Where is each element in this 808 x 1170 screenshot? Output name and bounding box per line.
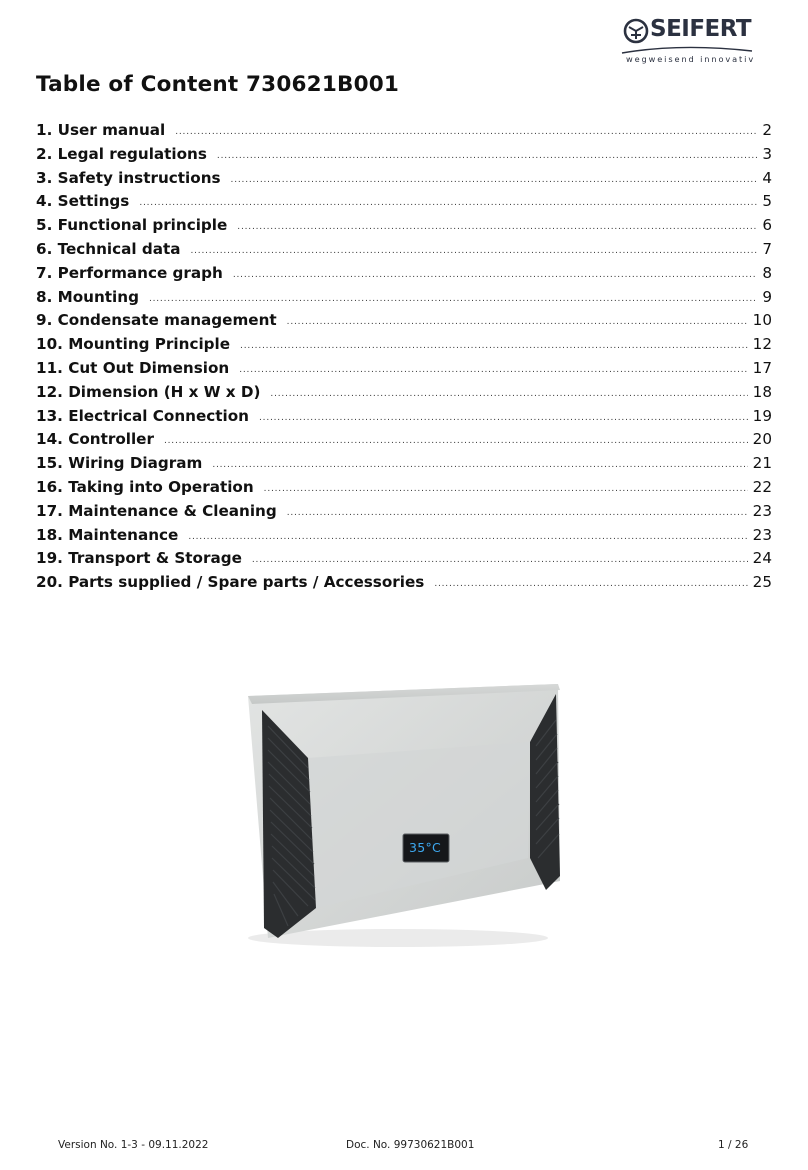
toc-leader-dots [287, 311, 748, 335]
toc-entry-label: 8. Mounting [36, 287, 139, 306]
toc-entry-label: 20. Parts supplied / Spare parts / Accessories [36, 573, 425, 592]
toc-entry-label: 7. Performance graph [36, 263, 223, 282]
toc-entry[interactable] [36, 214, 772, 238]
toc-leader-dots [239, 359, 747, 383]
toc-entry[interactable] [36, 286, 772, 310]
toc-leader-dots [434, 573, 747, 597]
toc-entry-label: 14. Controller [36, 430, 154, 449]
toc-entry-label: 12. Dimension (H x W x D) [36, 382, 261, 401]
toc-entry[interactable] [36, 190, 772, 214]
toc-entry-page: 12 [752, 335, 772, 354]
product-image [238, 676, 568, 951]
toc-entry[interactable] [36, 381, 772, 405]
toc-entry-label: 5. Functional principle [36, 216, 228, 235]
toc-leader-dots [188, 526, 747, 550]
toc-entry-page: 23 [752, 525, 772, 544]
toc-entry[interactable] [36, 333, 772, 357]
toc-entry[interactable] [36, 262, 772, 286]
brand-name: SEIFERT [650, 16, 752, 42]
toc-entry-label: 2. Legal regulations [36, 144, 207, 163]
toc-entry-label: 18. Maintenance [36, 525, 179, 544]
toc-entry-label: 4. Settings [36, 192, 130, 211]
toc-entry-label: 11. Cut Out Dimension [36, 358, 230, 377]
toc-leader-dots [164, 430, 748, 454]
toc-entry-label: 15. Wiring Diagram [36, 454, 203, 473]
toc-entry[interactable] [36, 309, 772, 333]
toc-leader-dots [259, 407, 748, 431]
toc-entry-page: 17 [752, 358, 772, 377]
toc-entry-page: 25 [752, 573, 772, 592]
toc-leader-dots [287, 502, 748, 526]
toc-entry[interactable] [36, 476, 772, 500]
toc-entry-page: 21 [752, 454, 772, 473]
toc-leader-dots [252, 549, 748, 573]
toc-entry-page: 6 [762, 216, 772, 235]
toc-entry-label: 10. Mounting Principle [36, 335, 231, 354]
toc-entry-page: 3 [762, 144, 772, 163]
toc-entry-page: 22 [752, 477, 772, 496]
toc-entry-label: 6. Technical data [36, 239, 181, 258]
brand-logo [620, 16, 755, 68]
toc-entry-label: 16. Taking into Operation [36, 477, 254, 496]
toc-entry[interactable] [36, 571, 772, 595]
display-temperature: 35°C [408, 840, 442, 855]
seifert-logo-icon [623, 18, 649, 44]
toc-leader-dots [190, 240, 757, 264]
toc-entry-label: 13. Electrical Connection [36, 406, 249, 425]
toc-entry-page: 10 [752, 311, 772, 330]
toc-leader-dots [237, 216, 757, 240]
toc-entry-page: 24 [752, 549, 772, 568]
footer-doc-number: Doc. No. 99730621B001 [346, 1139, 475, 1151]
toc-entry-page: 19 [752, 406, 772, 425]
toc-entry-page: 7 [762, 239, 772, 258]
toc-entry-label: 9. Condensate management [36, 311, 277, 330]
toc-entry[interactable] [36, 143, 772, 167]
toc-entry-page: 5 [762, 192, 772, 211]
toc-leader-dots [175, 121, 757, 145]
toc-entry-page: 9 [762, 287, 772, 306]
toc-entry[interactable] [36, 500, 772, 524]
toc-leader-dots [217, 145, 757, 169]
toc-leader-dots [139, 192, 757, 216]
toc-entry-page: 20 [752, 430, 772, 449]
toc-entry-page: 4 [762, 168, 772, 187]
toc-entry-page: 18 [752, 382, 772, 401]
toc-leader-dots [240, 335, 748, 359]
brand-tagline: wegweisend innovativ [626, 54, 756, 64]
toc-entry[interactable] [36, 119, 772, 143]
page-title: Table of Content 730621B001 [36, 72, 400, 97]
toc-leader-dots [233, 264, 757, 288]
toc-leader-dots [212, 454, 747, 478]
toc-entry[interactable] [36, 167, 772, 191]
toc-entry-page: 23 [752, 501, 772, 520]
toc-entry[interactable] [36, 428, 772, 452]
footer-version: Version No. 1-3 - 09.11.2022 [58, 1139, 209, 1151]
toc-entry-page: 2 [762, 121, 772, 139]
toc-entry[interactable] [36, 238, 772, 262]
footer-page-number: 1 / 26 [718, 1139, 749, 1151]
toc-entry-page: 8 [762, 263, 772, 282]
toc-entry[interactable] [36, 524, 772, 548]
toc-entry[interactable] [36, 547, 772, 571]
toc-leader-dots [264, 478, 748, 502]
toc-entry[interactable] [36, 357, 772, 381]
toc-entry-label: 1. User manual [36, 121, 166, 139]
toc-entry-label: 17. Maintenance & Cleaning [36, 501, 277, 520]
toc-leader-dots [149, 288, 757, 312]
toc-entry[interactable] [36, 405, 772, 429]
toc-entry[interactable] [36, 452, 772, 476]
table-of-contents [36, 119, 772, 595]
toc-leader-dots [231, 169, 758, 193]
toc-entry-label: 19. Transport & Storage [36, 549, 242, 568]
toc-entry-label: 3. Safety instructions [36, 168, 221, 187]
toc-leader-dots [270, 383, 747, 407]
